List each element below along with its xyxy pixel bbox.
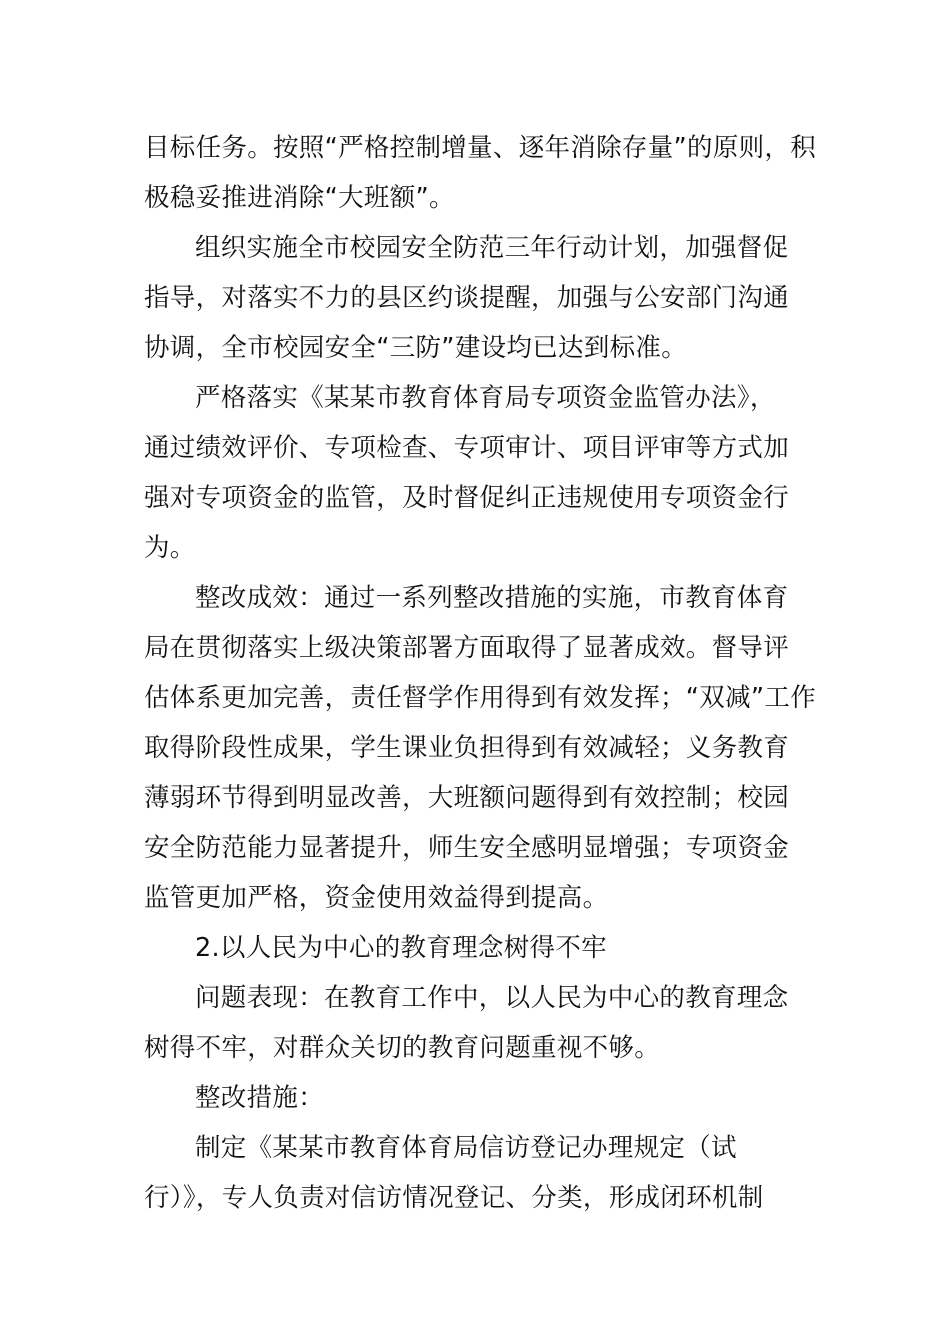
document-body (144, 123, 817, 1223)
paragraph-7 (144, 1073, 808, 1123)
paragraph-4 (144, 573, 817, 923)
text-line: 强对专项资金的监管，及时督促纠正违规使用专项资金行 (144, 483, 790, 513)
paragraph-1 (144, 123, 817, 223)
paragraph-3 (144, 373, 808, 573)
text-line: 严格落实《某某市教育体育局专项资金监管办法》， (195, 383, 776, 413)
paragraph-6 (144, 973, 808, 1073)
text-line: 取得阶段性成果，学生课业负担得到有效减轻；义务教育 (144, 733, 790, 763)
text-line: 制定《某某市教育体育局信访登记办理规定（试 (195, 1133, 737, 1163)
text-line: 整改措施： (195, 1083, 325, 1113)
text-line: 目标任务。按照“严格控制增量、逐年消除存量”的原则，积 (144, 133, 817, 163)
text-line: 2.以人民为中心的教育理念树得不牢 (195, 933, 607, 963)
text-line: 指导，对落实不力的县区约谈提醒，加强与公安部门沟通 (144, 283, 790, 313)
text-line: 薄弱环节得到明显改善，大班额问题得到有效控制；校园 (144, 783, 790, 813)
text-line: 监管更加严格，资金使用效益得到提高。 (144, 883, 609, 913)
text-line: 整改成效：通过一系列整改措施的实施，市教育体育 (195, 583, 789, 613)
section-heading (144, 923, 808, 973)
text-line: 极稳妥推进消除“大班额”。 (144, 183, 455, 213)
text-line: 树得不牢，对群众关切的教育问题重视不够。 (144, 1033, 661, 1063)
text-line: 组织实施全市校园安全防范三年行动计划，加强督促 (195, 233, 789, 263)
text-line: 为。 (144, 533, 196, 563)
paragraph-8 (144, 1123, 808, 1223)
text-line: 安全防范能力显著提升，师生安全感明显增强；专项资金 (144, 833, 790, 863)
text-line: 问题表现：在教育工作中，以人民为中心的教育理念 (195, 983, 789, 1013)
text-line: 通过绩效评价、专项检查、专项审计、项目评审等方式加 (144, 433, 790, 463)
paragraph-2 (144, 223, 808, 373)
text-line: 估体系更加完善，责任督学作用得到有效发挥；“双减”工作 (144, 683, 817, 713)
text-line: 行）》，专人负责对信访情况登记、分类，形成闭环机制 (144, 1183, 764, 1213)
text-line: 协调，全市校园安全“三防”建设均已达到标准。 (144, 333, 688, 363)
text-line: 局在贯彻落实上级决策部署方面取得了显著成效。督导评 (144, 633, 790, 663)
